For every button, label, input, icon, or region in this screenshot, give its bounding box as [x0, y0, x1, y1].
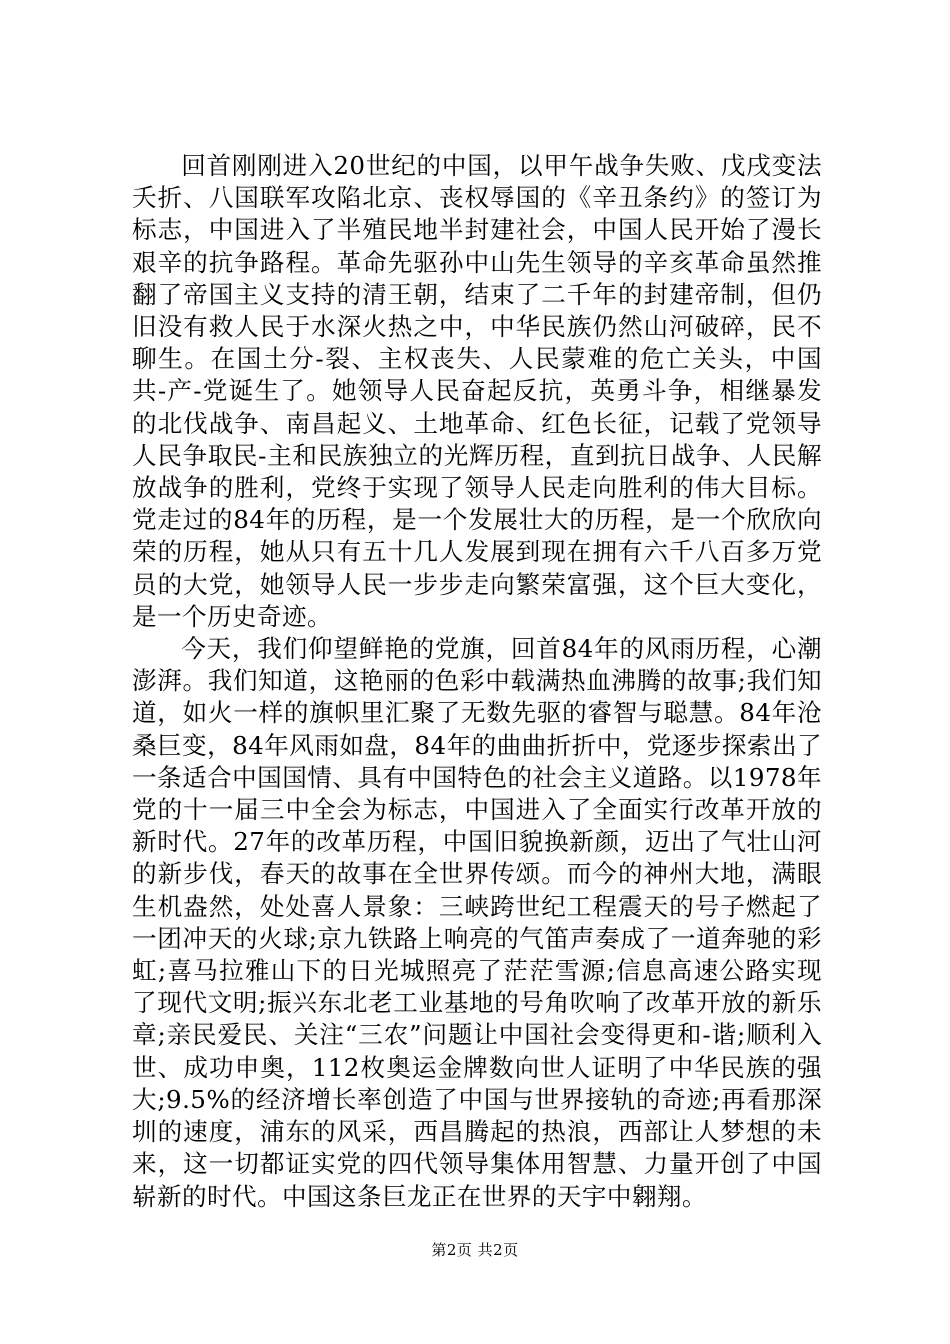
page-number-footer: 第2页 共2页 [431, 1241, 519, 1259]
document-body [132, 150, 822, 1213]
paragraph-history: 回首刚刚进入20世纪的中国，以甲午战争失败、戊戌变法夭折、八国联军攻陷北京、丧权辱国的《辛丑条约》的签订为标志，中国进入了半殖民地半封建社会，中国人民开始了漫长艰辛的抗争路程。革命先驱孙中山先生领导的辛亥革命虽然推翻了帝国主义支持的清王朝，结束了二千年的封建帝制，但仍旧没有救人民于水深火热之中，中华民族仍然山河破碎，民不聊生。在国土分-裂、主权丧失、人民蒙难的危亡关头，中国共-产-党诞生了。她领导人民奋起反抗，英勇斗争，相继暴发的北伐战争、南昌起义、土地革命、红色长征，记载了党领导人民争取民-主和民族独立的光辉历程，直到抗日战争、人民解放战争的胜利，党终于实现了领导人民走向胜利的伟大目标。党走过的84年的历程，是一个发展壮大的历程，是一个欣欣向荣的历程，她从只有五十几人发展到现在拥有六千八百多万党员的大党，她领导人民一步步走向繁荣富强，这个巨大变化，是一个历史奇迹。 [132, 151, 822, 631]
paragraph-today: 今天，我们仰望鲜艳的党旗，回首84年的风雨历程，心潮澎湃。我们知道，这艳丽的色彩中载满热血沸腾的故事;我们知道，如火一样的旗帜里汇聚了无数先驱的睿智与聪慧。84年沧桑巨变，84年风雨如盘，84年的曲曲折折中，党逐步探索出了一条适合中国国情、具有中国特色的社会主义道路。以1978年党的十一届三中全会为标志，中国进入了全面实行改革开放的新时代。27年的改革历程，中国旧貌换新颜，迈出了气壮山河的新步伐，春天的故事在全世界传颂。而今的神州大地，满眼生机盎然，处处喜人景象：三峡跨世纪工程震天的号子燃起了一团冲天的火球;京九铁路上响亮的气笛声奏成了一道奔驰的彩虹;喜马拉雅山下的日光城照亮了茫茫雪源;信息高速公路实现了现代文明;振兴东北老工业基地的号角吹响了改革开放的新乐章;亲民爱民、关注“三农”问题让中国社会变得更和-谐;顺利入世、成功申奥，112枚奥运金牌数向世人证明了中华民族的强大;9.5%的经济增长率创造了中国与世界接轨的奇迹;再看那深圳的速度，浦东的风采，西昌腾起的热浪，西部让人梦想的未来，这一切都证实党的四代领导集体用智慧、力量开创了中国崭新的时代。中国这条巨龙正在世界的天宇中翱翔。 [132, 634, 822, 1211]
